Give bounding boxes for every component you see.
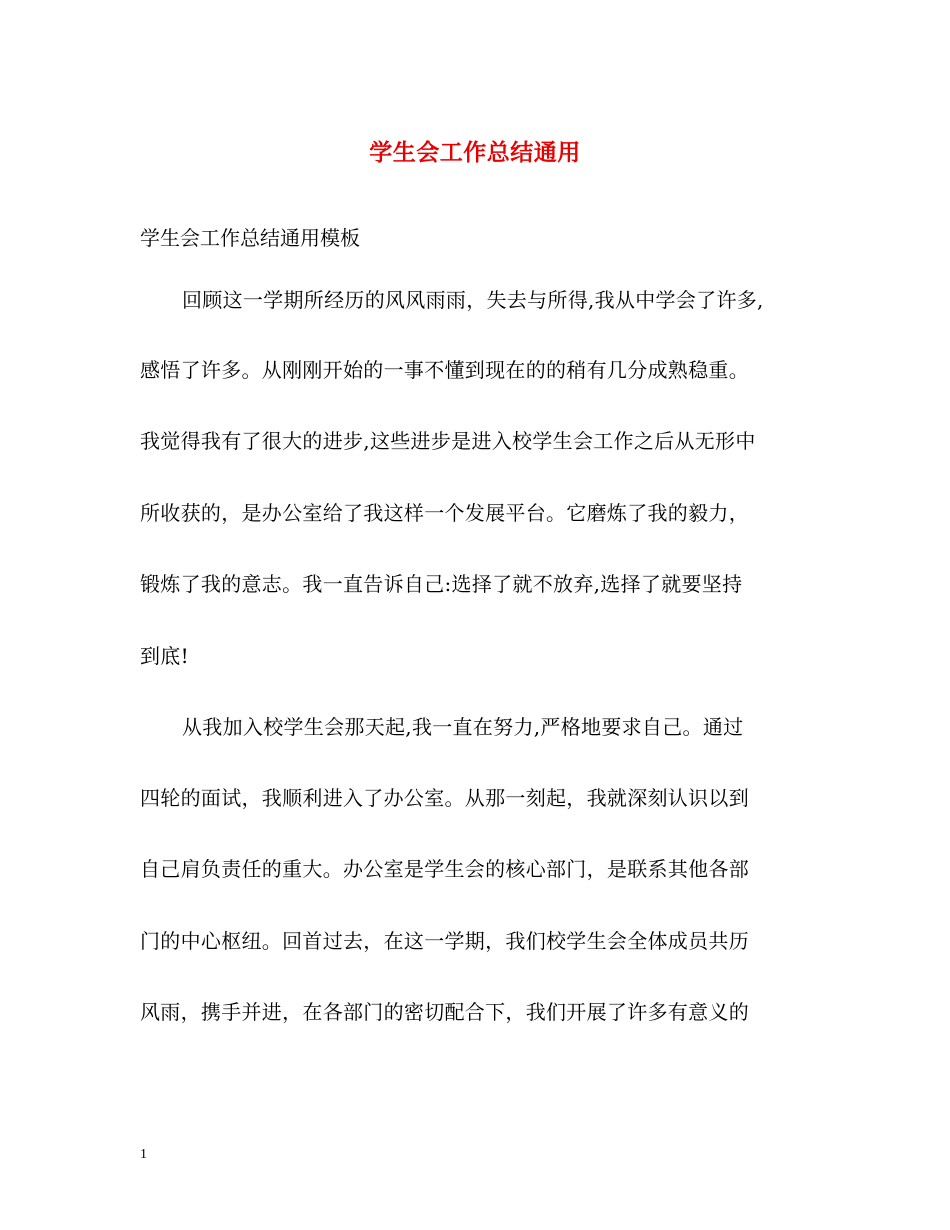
document-title: 学生会工作总结通用 <box>369 139 581 166</box>
paragraph-line: 从我加入校学生会那天起,我一直在努力,严格地要求自己。通过 <box>182 715 744 739</box>
paragraph-line: 回顾这一学期所经历的风风雨雨，失去与所得,我从中学会了许多, <box>182 288 764 312</box>
paragraph-line: 所收获的，是办公室给了我这样一个发展平台。它磨炼了我的毅力， <box>140 501 749 525</box>
paragraph-line: 四轮的面试，我顺利进入了办公室。从那一刻起，我就深刻认识以到 <box>140 786 749 810</box>
paragraph-line: 到底! <box>140 644 189 668</box>
paragraph-line: 自己肩负责任的重大。办公室是学生会的核心部门，是联系其他各部 <box>140 857 749 881</box>
paragraph-line: 我觉得我有了很大的进步,这些进步是进入校学生会工作之后从无形中 <box>140 429 756 453</box>
paragraph-line: 锻炼了我的意志。我一直告诉自己:选择了就不放弃,选择了就要坚持 <box>140 572 743 596</box>
paragraph-line: 感悟了许多。从刚刚开始的一事不懂到现在的的稍有几分成熟稳重。 <box>140 358 749 382</box>
page-number: 1 <box>140 1147 147 1162</box>
paragraph-line: 门的中心枢纽。回首过去，在这一学期，我们校学生会全体成员共历 <box>140 929 749 953</box>
paragraph-line: 风雨，携手并进，在各部门的密切配合下，我们开展了许多有意义的 <box>140 1000 749 1024</box>
document-subtitle: 学生会工作总结通用模板 <box>140 226 360 250</box>
